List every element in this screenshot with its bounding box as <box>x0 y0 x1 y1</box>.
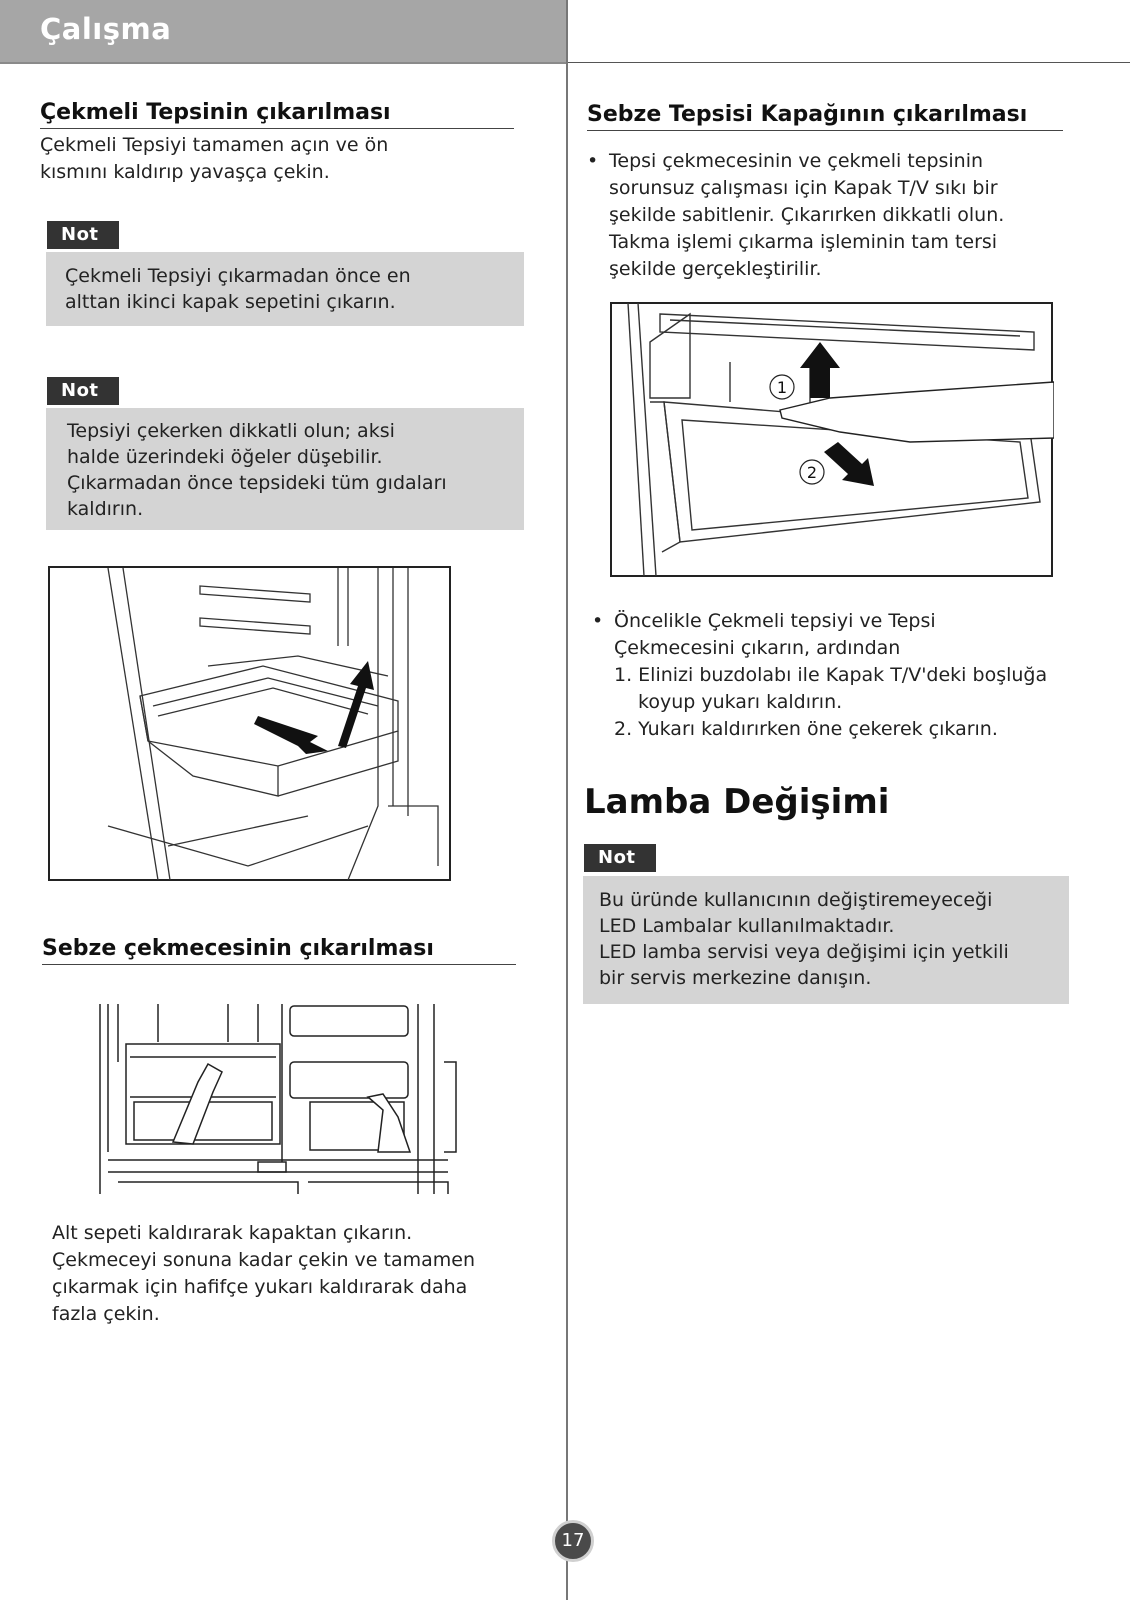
bullet-item <box>587 148 1057 283</box>
note-line: bir servis merkezine danışın. <box>599 967 872 989</box>
note-tag: Not <box>47 377 119 405</box>
note-tag: Not <box>584 844 656 872</box>
page-number: 17 <box>552 1520 594 1562</box>
note-tag: Not <box>47 221 119 249</box>
note-line: LED Lambalar kullanılmaktadır. <box>599 915 895 937</box>
note-line: Bu üründe kullanıcının değiştiremeyeceği <box>599 889 993 911</box>
note-box <box>46 252 524 326</box>
text-line: koyup yukarı kaldırın. <box>638 691 843 713</box>
section-header <box>0 0 566 64</box>
vegetable-drawer-title: Sebze çekmecesinin çıkarılması <box>42 936 516 965</box>
note-line: Tepsiyi çekerken dikkatli olun; aksi <box>67 420 395 442</box>
step-1 <box>614 662 1062 716</box>
section-title: Çalışma <box>40 12 172 46</box>
callout-1: 1 <box>776 378 788 397</box>
tray-removal-text <box>40 132 388 186</box>
note-box <box>46 408 524 530</box>
tray-removal-illustration <box>48 566 452 882</box>
text-line: Öncelikle Çekmeli tepsiyi ve Tepsi <box>614 610 936 632</box>
bullet-dot: • <box>587 150 599 172</box>
text-line: Tepsi çekmecesinin ve çekmeli tepsinin <box>609 150 984 172</box>
text-line: Çekmeceyi sonuna kadar çekin ve tamamen <box>52 1249 476 1271</box>
vegetable-drawer-illustration <box>98 1002 460 1196</box>
step-2: 2. Yukarı kaldırırken öne çekerek çıkarın. <box>614 718 998 740</box>
text-line: Takma işlemi çıkarma işleminin tam tersi <box>609 231 998 253</box>
vegetable-drawer-text <box>52 1220 475 1328</box>
note-line: Çekmeli Tepsiyi çıkarmadan önce en <box>65 265 411 287</box>
note-line: alttan ikinci kapak sepetini çıkarın. <box>65 291 396 313</box>
bullet-dot: • <box>592 610 604 632</box>
note-line: LED lamba servisi veya değişimi için yetkili <box>599 941 1009 963</box>
bullet-item <box>592 608 1062 743</box>
cover-removal-illustration <box>610 302 1054 578</box>
lamp-title: Lamba Değişimi <box>584 782 890 822</box>
tray-removal-title: Çekmeli Tepsinin çıkarılması <box>40 100 514 129</box>
note-box <box>583 876 1069 1004</box>
text-line: çıkarmak için hafifçe yukarı kaldırarak daha <box>52 1276 468 1298</box>
note-line: halde üzerindeki öğeler düşebilir. <box>67 446 383 468</box>
text-line: sorunsuz çalışması için Kapak T/V sıkı bir <box>609 177 998 199</box>
column-divider <box>566 0 568 1600</box>
note-line: Çıkarmadan önce tepsideki tüm gıdaları <box>67 472 447 494</box>
note-line: kaldırın. <box>67 498 144 520</box>
cover-removal-title: Sebze Tepsisi Kapağının çıkarılması <box>587 102 1063 131</box>
text-line: Alt sepeti kaldırarak kapaktan çıkarın. <box>52 1222 413 1244</box>
text-line: fazla çekin. <box>52 1303 160 1325</box>
text-line: şekilde gerçekleştirilir. <box>609 258 822 280</box>
text-line: Çekmecesini çıkarın, ardından <box>614 637 901 659</box>
text-line: şekilde sabitlenir. Çıkarırken dikkatli olun. <box>609 204 1005 226</box>
text-line: kısmını kaldırıp yavaşça çekin. <box>40 161 330 183</box>
text-line: 1. Elinizi buzdolabı ile Kapak T/V'deki boşluğa <box>614 664 1048 686</box>
text-line: Çekmeli Tepsiyi tamamen açın ve ön <box>40 134 389 156</box>
header-rule <box>566 62 1130 63</box>
callout-2: 2 <box>806 463 818 482</box>
